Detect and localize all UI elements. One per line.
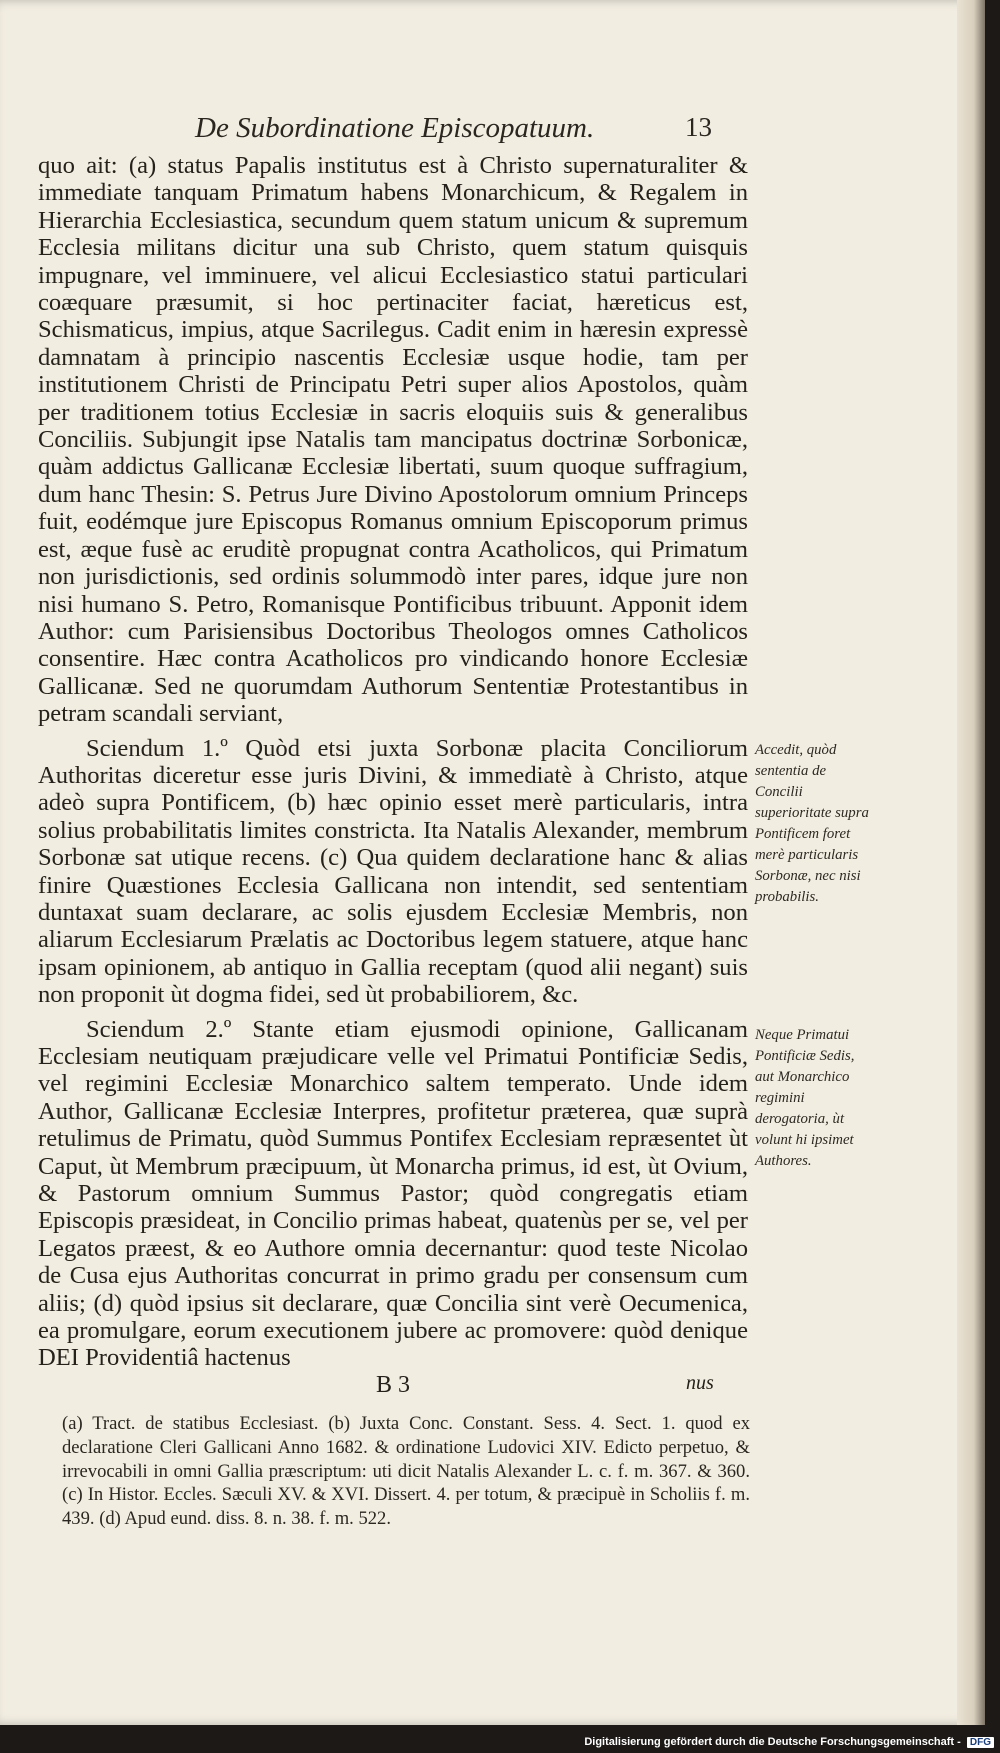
page-edge-shadow: [957, 0, 985, 1725]
paragraph-1: quo ait: (a) status Papalis institutus est à Christo supernaturaliter & immediate tanquam Primatum habens Monarchicum, & Regalem in Hierarchia Ecclesiastica, secundum quem statum unicum & supremum Ecclesia militans dicitur una sub Christo, quem statum quisquis impugnare, vel imminuere, vel alicui Ecclesiastico statui particulari coæquare præsumit, si hoc pertinaciter faciat, hæreticus est, Schismaticus, impius, atque Sacrilegus. Cadit enim in hæresin expressè damnatam à principio nascentis Ecclesiæ usque hodie, tam per institutionem Christi de Principatu Petri super alios Apostolos, quàm per traditionem totius Ecclesiæ in sacris eloquiis suis & generalibus Conciliis. Subjungit ipse Natalis tam mancipatus doctrinæ Sorbonicæ, quàm addictus Gallicanæ Ecclesiæ libertati, suum quoque suffragium, dum hanc Thesin: S. Petrus Jure Divino Apostolorum omnium Princeps fuit, eodémque jure Episcopus Romanus omnium Episcoporum primus est, æque fusè ac eruditè propugnat contra Acatholicos, qui Primatum non jurisdictionis, sed ordinis solummodò inter pares, idque jure non nisi humano S. Petro, Romanisque Pontificibus tribuunt. Apponit idem Author: cum Parisiensibus Doctoribus Theologos omnes Catholicos consentire. Hæc contra Acatholicos pro vindicando honore Ecclesiæ Gallicanæ. Sed ne quorumdam Authorum Sententiæ Protestantibus in petram scandali serviant,: [38, 152, 748, 728]
dfg-logo-icon: DFG: [967, 1737, 994, 1748]
paragraph-3: Sciendum 2.º Stante etiam ejusmodi opinione, Gallicanam Ecclesiam neutiquam præjudicare velle vel Primatui Pontificiæ Sedis, vel regimini Ecclesiæ Monarchico saltem temperato. Unde idem Author, Gallicanæ Ecclesiæ Interpres, profitetur præterea, quæ suprà retulimus de Primatu, quòd Summus Pontifex Ecclesiam repræsentet ùt Caput, ùt Membrum præcipuum, ùt Monarcha primus, id est, ùt Ovium, & Pastorum omnium Summus Pastor; quòd congregatis etiam Episcopis præsideat, in Concilio primas habeat, quatenùs per se, vel per Legatos præest, & eo Authore omnia decernantur: quod teste Nicolao de Cusa ejus Authoritas concurrat in primo gradu per consensum cum aliis; (d) quòd ipsius sit declarare, quæ Concilia sint verè Oecumenica, ea promulgare, eorum executionem jubere ac promovere: quòd denique DEI Providentiâ hactenus: [38, 1015, 748, 1372]
footnotes: (a) Tract. de statibus Ecclesiast. (b) Juxta Conc. Constant. Sess. 4. Sect. 1. quod ex declaratione Cleri Gallicani Anno 1682. & ordinatione Ludovici XIV. Edicto perpetuo, & irrevocabili in omni Gallia præscriptum: uti dicit Natalis Alexander L. c. f. m. 367. & 360. (c) In Histor. Eccles. Sæculi XV. & XVI. Dissert. 4. per totum, & præcipuè in Scholiis f. m. 439. (d) Apud eund. diss. 8. n. 38. f. m. 522.: [62, 1413, 750, 1530]
page-number: 13: [685, 112, 712, 142]
paragraph-2: Sciendum 1.º Quòd etsi juxta Sorbonæ placita Conciliorum Authoritas diceretur esse juris Divini, & immediatè à Christo, atque adeò supra Pontificem, (b) hæc opinio esset merè particularis, intra solius probabilitatis limites constricta. Ita Natalis Alexander, membrum Sorbonæ sat utique recens. (c) Qua quidem declaratione hanc & alias finire Quæstiones Ecclesia Gallicana non intendit, sed sententiam duntaxat suam declarare, ac solis ejusdem Ecclesiæ Membris, non aliarum Ecclesiarum Prælatis ac Doctoribus legem statuere, atque hanc ipsam opinionem, ab antiquo in Gallia receptam (quod alii negant) suis non proponit ùt dogma fidei, sed ùt probabiliorem, &c.: [38, 734, 748, 1009]
main-text-column: [38, 152, 748, 1372]
credit-text: Digitalisierung gefördert durch die Deutsche Forschungsgemeinschaft -: [584, 1736, 961, 1748]
catchword: nus: [686, 1372, 714, 1394]
signature-mark: B 3: [376, 1372, 411, 1398]
running-header: De Subordinatione Episcopatuum.: [195, 112, 595, 144]
margin-note-1: Accedit, quòd sententia de Concilii superioritate supra Pontificem foret merè particularis Sorbonæ, nec nisi probabilis.: [755, 742, 869, 905]
digitization-credit: [584, 1736, 994, 1748]
margin-note-2: Neque Primatui Pontificiæ Sedis, aut Monarchico regimini derogatoria, ùt volunt hi ipsimet Authores.: [755, 1027, 855, 1169]
